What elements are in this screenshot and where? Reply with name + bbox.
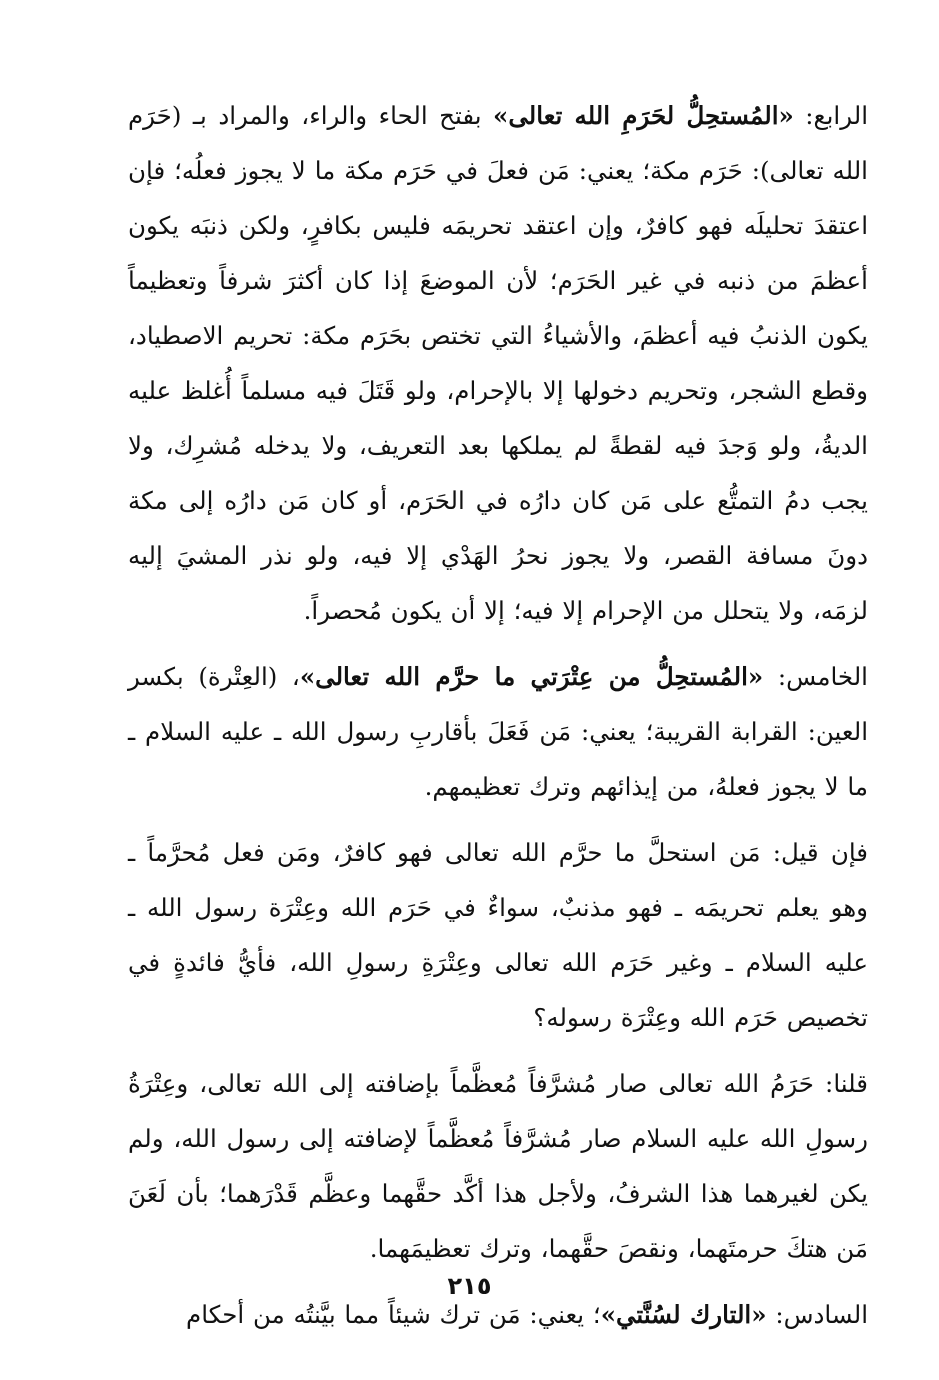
page-number: ٢١٥ [447,1272,492,1300]
hadith-quote: «المُستحِلُّ لحَرَمِ الله تعالى» [493,101,794,130]
paragraph-question [128,825,868,1045]
hadith-quote: «المُستحِلُّ من عِتْرَتي ما حرَّم الله تعالى» [299,662,764,691]
paragraph-lead: الخامس: [763,662,868,691]
paragraph-lead: الرابع: [793,101,869,130]
paragraph-text: بفتح الحاء والراء، والمراد بـ (حَرَم الله تعالى): حَرَم مكة؛ يعني: مَن فعلَ في حَرَم مكة ما لا يجوز فعلُه؛ فإن اعتقدَ تحليلَه فهو كافرٌ، وإن اعتقد تحريمَه فليس بكافرٍ، ولكن ذنبَه يكون أعظمَ من ذنبه في غير الحَرَم؛ لأن الموضعَ إذا كان أكثرَ شرفاً وتعظيماً يكون الذنبُ فيه أعظمَ، والأشياءُ التي تختص بحَرَم مكة: تحريم الاصطياد، وقطع الشجر، وتحريم دخولها إلا بالإحرام، ولو قَتَلَ فيه مسلماً أُغلظ عليه الديةُ، ولو وَجدَ فيه لقطةً لم يملكها بعد التعريف، ولا يدخله مُشرِك، ولا يجب دمُ التمتُّع على مَن كان دارُه في الحَرَم، أو كان مَن دارُه إلى مكة دونَ مسافة القصر، ولا يجوز نحرُ الهَدْي إلا فيه، ولو نذر المشيَ إليه لزمَه، ولا يتحلل من الإحرام إلا فيه؛ إلا أن يكون مُحصراً. [128,101,868,625]
paragraph-lead: السادس: [766,1300,868,1329]
paragraph-text: ، (العِتْرة) بكسر العين: القرابة القريبة؛ يعني: مَن فَعَلَ بأقاربِ رسول الله ـ عليه السلام ـ ما لا يجوز فعلهُ، من إيذائهم وترك تعظيمهم. [128,662,868,801]
paragraph-answer [128,1056,868,1276]
paragraph-fourth [128,88,868,638]
body-text [128,88,868,1342]
paragraph-text: ؛ يعني: مَن ترك شيئاً مما بيَّنتُه من أحكام [186,1300,601,1329]
paragraph-text: فإن قيل: مَن استحلَّ ما حرَّم الله تعالى فهو كافرٌ، ومَن فعل مُحرَّماً ـ وهو يعلم تحريمَه ـ فهو مذنبٌ، سواءٌ في حَرَم الله وعِتْرَة رسول الله ـ عليه السلام ـ وغير حَرَم الله تعالى وعِتْرَةِ رسولِ الله، فأيُّ فائدةٍ في تخصيص حَرَم الله وعِتْرَة رسوله؟ [128,838,868,1032]
paragraph-text: قلنا: حَرَمُ الله تعالى صار مُشرَّفاً مُعظَّماً بإضافته إلى الله تعالى، وعِتْرَةُ رسولِ الله عليه السلام صار مُشرَّفاً مُعظَّماً لإضافته إلى رسول الله، ولم يكن لغيرهما هذا الشرفُ، ولأجل هذا أكَّد حقَّهما وعظَّم قَدْرَهما؛ بأن لَعَنَ مَن هتكَ حرمتَهما، ونقصَ حقَّهما، وترك تعظيمَهما. [128,1069,868,1263]
paragraph-fifth [128,649,868,814]
hadith-quote: «التارك لسُنَّتي» [600,1300,767,1329]
